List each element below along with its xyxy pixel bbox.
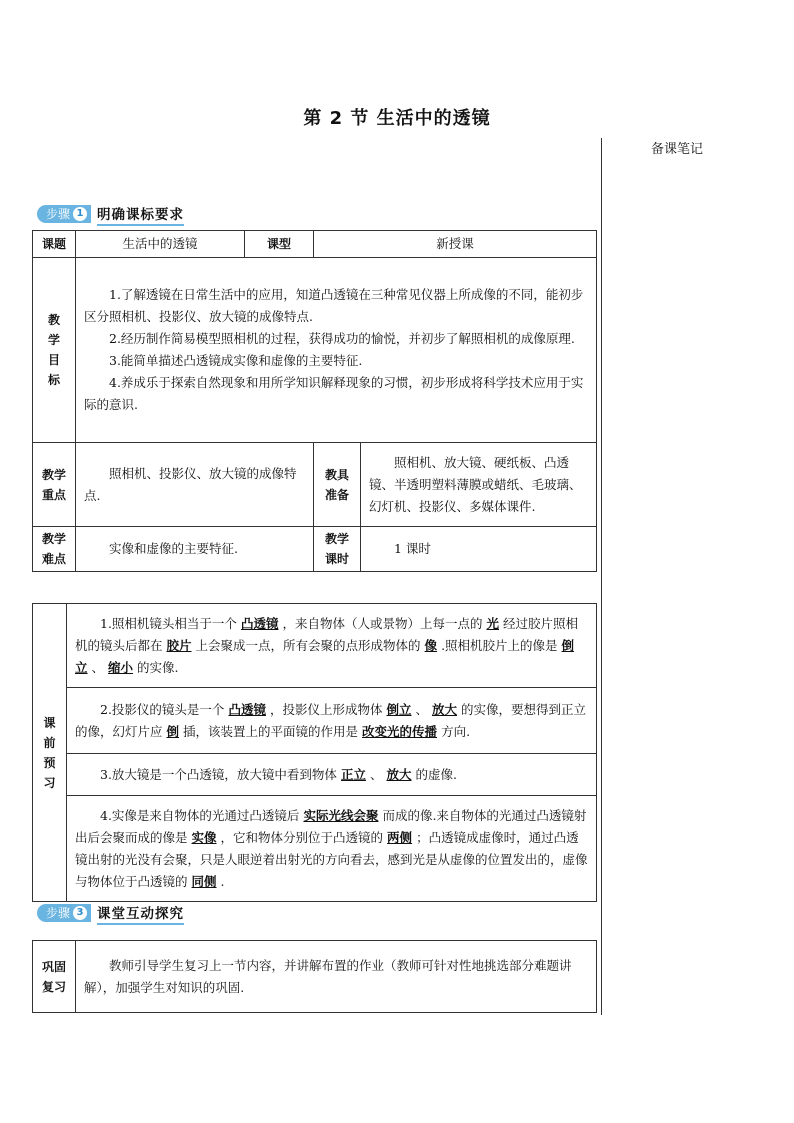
topic-label: 课题	[33, 231, 76, 258]
step-3-header	[37, 903, 184, 923]
hard-label: 教学难点	[33, 527, 76, 572]
step-badge: 步骤 1	[37, 205, 91, 223]
goal-item: 4.养成乐于探索自然现象和用所学知识解释现象的习惯，初步形成将科学技术应用于实际的意识.	[84, 375, 584, 412]
hard-value: 实像和虚像的主要特征.	[76, 527, 314, 572]
preview-q1: 1.照相机镜头相当于一个 凸透镜 ，来自物体（人或景物）上每一点的 光 经过胶片照相机的镜头后都在 胶片 上会聚成一点，所有会聚的点形成物体的 像 .照相机胶片上的像是 倒立 、 缩小 的实像.	[67, 604, 597, 688]
step-1-header	[37, 204, 184, 224]
side-divider	[601, 138, 602, 1015]
preview-q2: 2.投影仪的镜头是一个 凸透镜 ，投影仪上形成物体 倒立 、 放大 的实像，要想得到正立的像，幻灯片应 倒 插，该装置上的平面镜的作用是 改变光的传播 方向.	[67, 688, 597, 754]
review-table	[32, 940, 597, 1013]
step-title: 明确课标要求	[97, 203, 184, 226]
type-value: 新授课	[314, 231, 597, 258]
review-content: 教师引导学生复习上一节内容，并讲解布置的作业（教师可针对性地挑选部分难题讲解），加强学生对知识的巩固.	[76, 941, 597, 1013]
preview-label: 课前预习	[33, 604, 67, 902]
key-value: 照相机、投影仪、放大镜的成像特点.	[76, 443, 314, 527]
goal-item: 1.了解透镜在日常生活中的应用，知道凸透镜在三种常见仪器上所成像的不同，能初步区分照相机、投影仪、放大镜的成像特点.	[84, 287, 584, 324]
goals-content	[76, 258, 597, 443]
goals-label: 教学目标	[33, 258, 76, 443]
type-label: 课型	[245, 231, 314, 258]
tools-label: 教具准备	[314, 443, 361, 527]
preview-q3: 3.放大镜是一个凸透镜，放大镜中看到物体 正立 、 放大 的虚像.	[67, 754, 597, 796]
review-label: 巩固复习	[33, 941, 76, 1013]
tools-value: 照相机、放大镜、硬纸板、凸透镜、半透明塑料薄膜或蜡纸、毛玻璃、幻灯机、投影仪、多媒体课件.	[361, 443, 597, 527]
side-note: 备课笔记	[651, 142, 704, 157]
goal-item: 3.能简单描述凸透镜成实像和虚像的主要特征.	[109, 353, 363, 368]
hours-value: 1 课时	[361, 527, 597, 572]
course-info-table	[32, 230, 597, 572]
step-title: 课堂互动探究	[97, 902, 184, 925]
preview-table	[32, 603, 597, 902]
page-title: 第 2 节 生活中的透镜	[303, 108, 491, 129]
key-label: 教学重点	[33, 443, 76, 527]
topic-value: 生活中的透镜	[76, 231, 245, 258]
step-badge: 步骤 3	[37, 904, 91, 922]
hours-label: 教学课时	[314, 527, 361, 572]
preview-q4: 4.实像是来自物体的光通过凸透镜后 实际光线会聚 而成的像.来自物体的光通过凸透镜射出后会聚而成的像是 实像 ，它和物体分别位于凸透镜的 两侧 ；凸透镜成虚像时，通过凸透镜出射的光没有会聚，只是人眼逆着出射光的方向看去，感到光是从虚像的位置发出的，虚像与物体位于凸透镜的 同侧 .	[67, 796, 597, 902]
goal-item: 2.经历制作简易模型照相机的过程，获得成功的愉悦，并初步了解照相机的成像原理.	[109, 331, 575, 346]
